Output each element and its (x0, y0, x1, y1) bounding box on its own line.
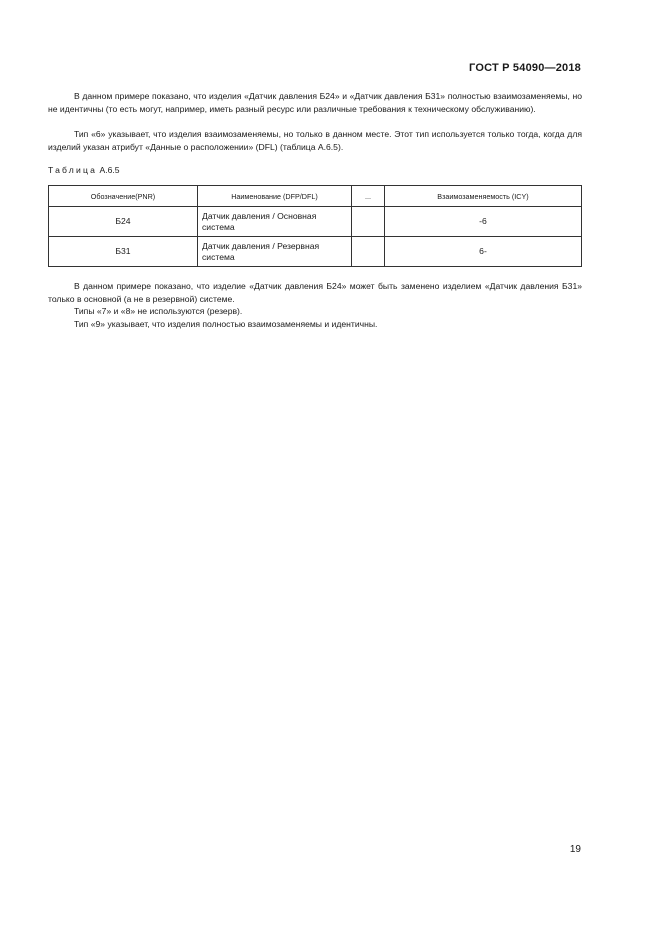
paragraph-type-9 (48, 318, 582, 331)
cell-pnr: Б31 (49, 237, 198, 267)
cell-icy: 6- (385, 237, 582, 267)
table-caption-number: А.6.5 (99, 165, 120, 175)
table-row (49, 207, 582, 237)
document-header: ГОСТ Р 54090—2018 (469, 62, 581, 74)
table-row (49, 237, 582, 267)
table-caption (48, 165, 120, 175)
paragraph-example-interchangeable (48, 90, 582, 116)
column-header-name: Наименование (DFP/DFL) (198, 186, 352, 207)
paragraph-text: Тип «9» указывает, что изделия полностью взаимозаменяемы и идентичны. (74, 319, 378, 329)
table-header-row (49, 186, 582, 207)
cell-ellipsis (352, 237, 385, 267)
column-header-ellipsis: ... (352, 186, 385, 207)
paragraph-type-6 (48, 128, 582, 154)
paragraph-text: Тип «6» указывает, что изделия взаимозаменяемы, но только в данном месте. Этот тип используется только тогда, когда для изделий указан атрибут «Данные о расположении» (DFL) (таблица А.6.5). (48, 129, 582, 152)
column-header-pnr: Обозначение(PNR) (49, 186, 198, 207)
cell-icy: -6 (385, 207, 582, 237)
cell-pnr: Б24 (49, 207, 198, 237)
cell-name: Датчик давления / Резервная система (198, 237, 352, 267)
paragraph-text: Типы «7» и «8» не используются (резерв). (74, 306, 243, 316)
paragraph-types-7-8 (48, 305, 582, 318)
table-caption-word: Таблица (48, 165, 98, 175)
column-header-icy: Взаимозаменяемость (ICY) (385, 186, 582, 207)
paragraph-text: В данном примере показано, что изделия «Датчик давления Б24» и «Датчик давления Б31» полностью взаимозаменяемы, но не идентичны (то есть могут, например, иметь разный ресурс или различные требования к техническому обслуживанию). (48, 91, 582, 114)
interchangeability-table (48, 185, 582, 267)
paragraph-text: В данном примере показано, что изделие «Датчик давления Б24» может быть заменено изделием «Датчик давления Б31» только в основной (а не в резервной) системе. (48, 281, 582, 304)
page-number: 19 (569, 844, 581, 855)
cell-name: Датчик давления / Основная система (198, 207, 352, 237)
paragraph-example-replacement (48, 280, 582, 306)
cell-ellipsis (352, 207, 385, 237)
